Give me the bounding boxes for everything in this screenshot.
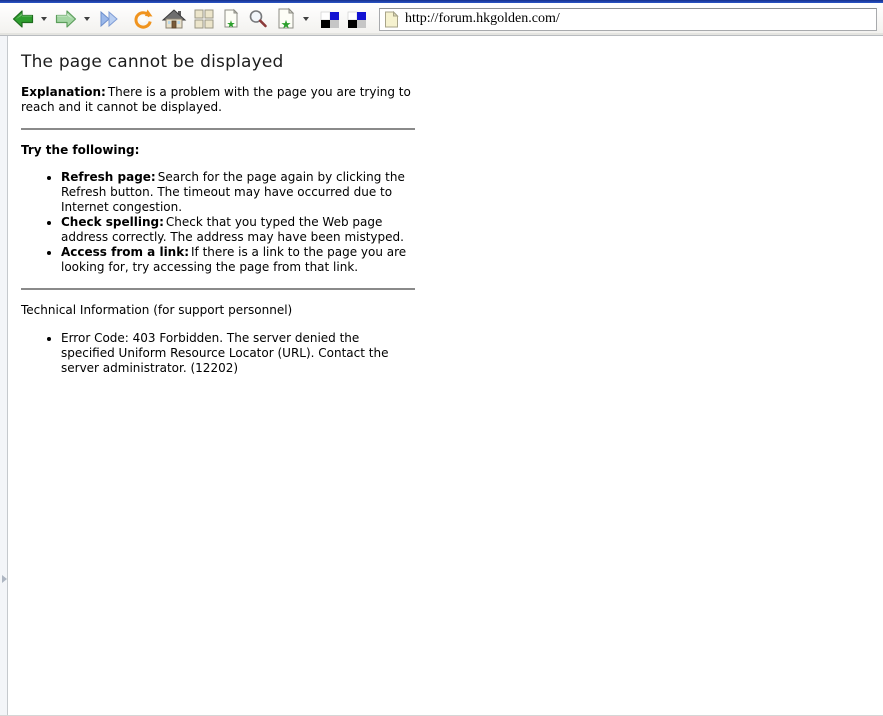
back-button[interactable] [8, 5, 38, 33]
divider [21, 288, 415, 290]
list-item [61, 245, 415, 275]
address-input[interactable] [405, 11, 872, 27]
list-item [61, 215, 415, 245]
add-favorite-icon [221, 8, 241, 30]
list-item [61, 331, 415, 376]
back-dropdown-icon[interactable] [41, 17, 47, 21]
suggestion-label: Access from a link: [61, 245, 190, 259]
checker-button-2[interactable] [344, 5, 371, 33]
explanation-paragraph [21, 85, 415, 115]
address-bar[interactable] [379, 8, 877, 31]
home-button[interactable] [158, 5, 190, 33]
favorites-dropdown-icon[interactable] [303, 17, 309, 21]
grid-icon [193, 8, 215, 30]
forward-icon [54, 7, 78, 31]
back-icon [11, 7, 35, 31]
search-icon [247, 8, 269, 30]
refresh-icon [131, 7, 155, 31]
grid-button[interactable] [190, 5, 218, 33]
page-icon [384, 11, 399, 28]
explanation-text: There is a problem with the page you are trying to reach and it cannot be displayed. [21, 85, 411, 114]
suggestion-label: Refresh page: [61, 170, 156, 184]
checker-icon [347, 9, 368, 30]
explanation-label: Explanation: [21, 85, 106, 99]
divider [21, 128, 415, 130]
favorites-page-button[interactable] [272, 5, 300, 33]
checker-icon [320, 9, 341, 30]
suggestion-label: Check spelling: [61, 215, 164, 229]
browser-toolbar [0, 3, 883, 36]
forward-button[interactable] [51, 5, 81, 33]
add-favorite-button[interactable] [218, 5, 244, 33]
try-following-heading: Try the following: [21, 143, 140, 157]
suggestion-text: If there is a link to the page you are looking for, try accessing the page from that link. [61, 245, 407, 274]
collapsed-explorer-bar [0, 36, 8, 715]
checker-button-1[interactable] [317, 5, 344, 33]
technical-heading: Technical Information (for support personnel) [21, 303, 293, 317]
chevron-right-icon [2, 575, 7, 583]
svg-text:★: ★ [280, 17, 292, 31]
list-item [61, 170, 415, 215]
search-button[interactable] [244, 5, 272, 33]
suggestion-list [21, 170, 415, 275]
forward-dropdown-icon[interactable] [84, 17, 90, 21]
browser-viewport [0, 36, 883, 716]
refresh-button[interactable] [128, 5, 158, 33]
error-page [21, 52, 415, 388]
page-title: The page cannot be displayed [21, 52, 284, 72]
suggestion-text: Search for the page again by clicking the Refresh button. The timeout may have occurred due to Internet congestion. [61, 170, 405, 214]
technical-text: Error Code: 403 Forbidden. The server denied the specified Uniform Resource Locator (URL). Contact the server administrator. (12202) [61, 331, 389, 375]
suggestion-text: Check that you typed the Web page address correctly. The address may have been mistyped. [61, 215, 404, 244]
favorites-page-icon [275, 7, 297, 31]
fast-forward-button[interactable] [94, 5, 124, 33]
home-icon [161, 7, 187, 31]
explorer-bar-expander[interactable] [0, 572, 8, 586]
fast-forward-icon [97, 7, 121, 31]
technical-list [21, 331, 415, 376]
svg-text:★: ★ [226, 19, 236, 30]
